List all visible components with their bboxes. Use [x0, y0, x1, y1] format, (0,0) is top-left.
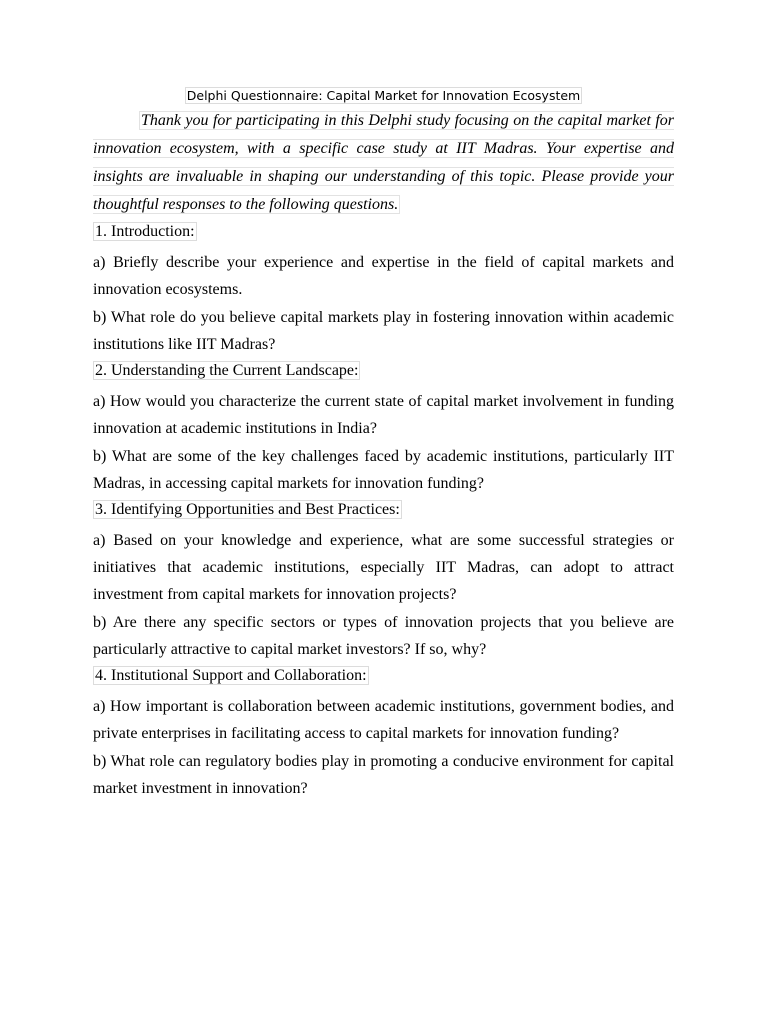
question-1a: a) Briefly describe your experience and expertise in the field of capital markets and innovation ecosystems.: [93, 254, 674, 298]
section-heading: [93, 360, 674, 382]
question-2b: b) What are some of the key challenges faced by academic institutions, particularly IIT Madras, in accessing capital markets for innovation funding?: [93, 448, 674, 492]
question-4b: b) What role can regulatory bodies play in promoting a conducive environment for capital market investment in innovation?: [93, 753, 674, 797]
section-introduction: [93, 221, 674, 358]
question-3a: a) Based on your knowledge and experience, what are some successful strategies or initiatives that academic institutions, especially IIT Madras, can adopt to attract investment from capital markets for innovation projects?: [93, 532, 674, 603]
section-heading: [93, 665, 674, 687]
document-title-text: Delphi Questionnaire: Capital Market for Innovation Ecosystem: [186, 88, 581, 103]
section-opportunities: [93, 499, 674, 663]
section-current-landscape: [93, 360, 674, 497]
section-heading-text: 3. Identifying Opportunities and Best Practices:: [95, 501, 400, 518]
section-heading-text: 2. Understanding the Current Landscape:: [95, 362, 359, 379]
intro-paragraph: [93, 107, 674, 219]
section-heading: [93, 499, 674, 521]
document-title: [93, 86, 674, 106]
section-heading: [93, 221, 674, 243]
question-3b: b) Are there any specific sectors or types of innovation projects that you believe are particularly attractive to capital market investors? If so, why?: [93, 614, 674, 658]
question-1b: b) What role do you believe capital markets play in fostering innovation within academic institutions like IIT Madras?: [93, 309, 674, 353]
document-page: [93, 86, 674, 803]
section-institutional-support: [93, 665, 674, 802]
section-heading-text: 4. Institutional Support and Collaboration:: [95, 667, 367, 684]
question-2a: a) How would you characterize the current state of capital market involvement in funding innovation at academic institutions in India?: [93, 393, 674, 437]
section-heading-text: 1. Introduction:: [95, 223, 195, 240]
intro-text: Thank you for participating in this Delphi study focusing on the capital market for innovation ecosystem, with a specific case study at IIT Madras. Your expertise and insights are invaluable in shaping our understanding of this topic. Please provide your thoughtful responses to the following questions.: [93, 112, 674, 213]
question-4a: a) How important is collaboration between academic institutions, government bodies, and private enterprises in facilitating access to capital markets for innovation funding?: [93, 698, 674, 742]
